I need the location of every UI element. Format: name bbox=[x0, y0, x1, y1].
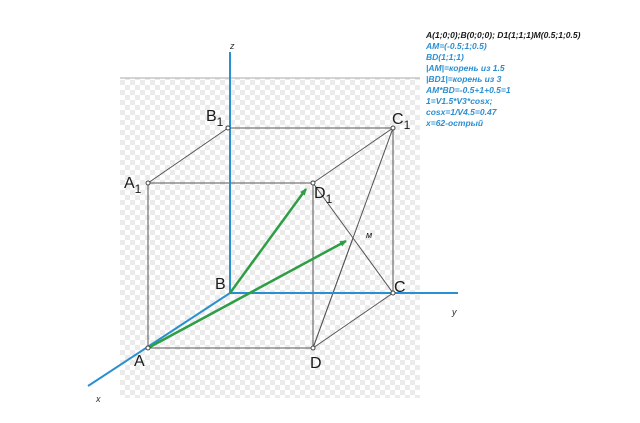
notes-line: |AM|=корень из 1.5 bbox=[426, 63, 505, 73]
notes-line: AM=(-0.5;1;0.5) bbox=[426, 41, 487, 51]
notes-line: x=62-острый bbox=[426, 118, 484, 128]
dot-A1 bbox=[146, 181, 150, 185]
label-A1: $A_1$ bbox=[124, 175, 142, 196]
notes-line: cosx=1/V4.5=0.47 bbox=[426, 107, 497, 117]
dot-B1 bbox=[226, 126, 230, 130]
axis-label-z: z bbox=[230, 41, 235, 51]
dot-A bbox=[146, 346, 150, 350]
notes-line: 1=V1.5*V3*cosx; bbox=[426, 96, 493, 106]
solution-notes bbox=[426, 30, 636, 129]
axis-label-y: y bbox=[452, 307, 457, 317]
dot-D bbox=[311, 346, 315, 350]
label-B1: $B_1$ bbox=[206, 108, 224, 129]
label-D: D bbox=[310, 355, 322, 372]
notes-line: |BD1|=корень из 3 bbox=[426, 74, 502, 84]
axis-label-x: x bbox=[96, 394, 101, 404]
notes-line: AM*BD=-0.5+1+0.5=1 bbox=[426, 85, 511, 95]
notes-line: BD(1;1;1) bbox=[426, 52, 464, 62]
label-D1: $D_1$ bbox=[314, 185, 333, 206]
label-C: C bbox=[394, 279, 406, 296]
label-A: A bbox=[134, 353, 145, 370]
label-M: м bbox=[366, 230, 373, 240]
label-B: B bbox=[215, 276, 226, 293]
notes-title: A(1;0;0);B(0;0;0); D1(1;1;1)M(0.5;1;0.5) bbox=[426, 30, 581, 40]
label-C1: $C_1$ bbox=[392, 111, 411, 132]
